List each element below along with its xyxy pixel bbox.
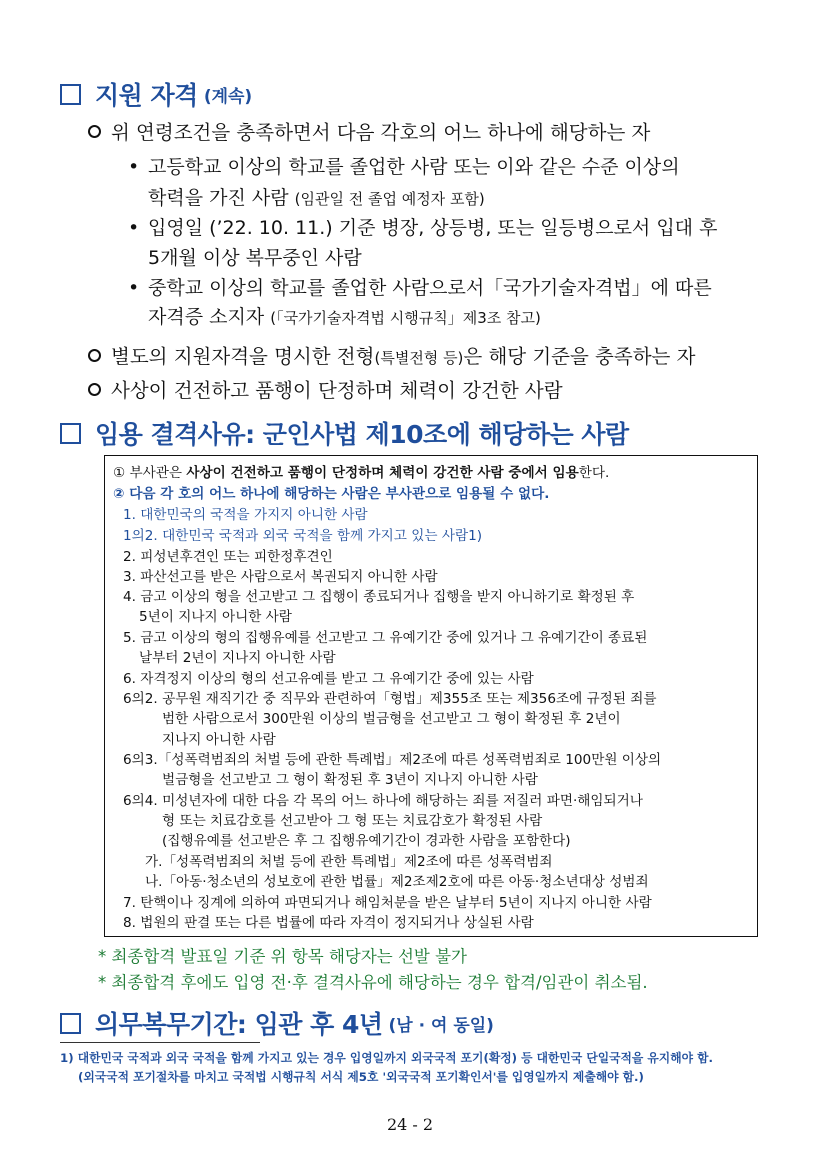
footnote-divider	[60, 1042, 260, 1043]
section-title-service-period	[60, 1005, 494, 1041]
box-item: 6의2. 공무원 재직기간 중 직무와 관련하여「형법」제355조 또는 제356조에 규정된 죄를	[123, 691, 657, 707]
bullet-3-cont: 자격증 소지자 (「국가기술자격법 시행규칙」제3조 참고)	[148, 306, 541, 328]
eligibility-item-1: 위 연령조건을 충족하면서 다음 각호의 어느 하나에 해당하는 자	[88, 117, 650, 145]
bullet-2-cont: 5개월 이상 복무중인 사람	[148, 247, 362, 269]
section-title-text: 지원 자격	[95, 81, 198, 110]
box-item-cont: (집행유예를 선고받은 후 그 집행유예기간이 경과한 사람을 포함한다)	[162, 833, 571, 849]
box-item: 7. 탄핵이나 징계에 의하여 파면되거나 해임처분을 받은 날부터 5년이 지나지 아니한 사람	[123, 895, 652, 911]
section-title-disqualification	[60, 415, 629, 451]
bullet-2: • 입영일 (’22. 10. 11.) 기준 병장, 상등병, 또는 일등병으로서 입대 후	[128, 217, 718, 239]
note-2: * 최종합격 후에도 입영 전·후 결격사유에 해당하는 경우 합격/임관이 취소됨.	[98, 973, 648, 992]
bullet-1: • 고등학교 이상의 학교를 졸업한 사람 또는 이와 같은 수준 이상의	[128, 156, 680, 178]
box-item-cont: 벌금형을 선고받고 그 형이 확정된 후 3년이 지나지 아니한 사람	[162, 772, 538, 788]
box-item: 5. 금고 이상의 형의 집행유예를 선고받고 그 유예기간 중에 있거나 그 유예기간이 종료된	[123, 630, 648, 646]
section-title-suffix: (남 · 여 동일)	[388, 1015, 494, 1036]
checkbox-square-icon	[60, 423, 81, 444]
dot-bullet-icon: •	[128, 277, 140, 299]
box-item-cont: 날부터 2년이 지나지 아니한 사람	[139, 650, 336, 666]
box-item-cont: 범한 사람으로서 300만원 이상의 벌금형을 선고받고 그 형이 확정된 후 2년이	[162, 711, 621, 727]
box-item: 1의2. 대한민국 국적과 외국 국적을 함께 가지고 있는 사람1)	[123, 528, 483, 544]
box-line-2: ② 다음 각 호의 어느 하나에 해당하는 사람은 부사관으로 임용될 수 없다.	[113, 486, 550, 502]
circle-bullet-icon	[88, 383, 101, 396]
dot-bullet-icon: •	[128, 156, 140, 178]
section-title-suffix: (계속)	[203, 86, 253, 107]
section-title-eligibility	[60, 76, 252, 112]
box-item: 6의4. 미성년자에 대한 다음 각 목의 어느 하나에 해당하는 죄를 저질러 파면·해임되거나	[123, 793, 643, 809]
box-item-cont: 5년이 지나지 아니한 사람	[139, 609, 292, 625]
box-line-1: ① 부사관은 사상이 건전하고 품행이 단정하며 체력이 강건한 사람 중에서 임용한다.	[113, 465, 610, 481]
box-item-cont: 형 또는 치료감호를 선고받아 그 형 또는 치료감호가 확정된 사람	[162, 813, 543, 829]
bullet-1-cont: 학력을 가진 사람 (임관일 전 졸업 예정자 포함)	[148, 187, 485, 209]
section-title-text: 임용 결격사유: 군인사법 제10조에 해당하는 사람	[95, 420, 629, 449]
page-number: 24 - 2	[386, 1115, 434, 1134]
law-excerpt-box	[104, 455, 758, 937]
box-subitem: 나.「아동·청소년의 성보호에 관한 법률」제2조제2호에 따른 아동·청소년대상 성범죄	[145, 874, 649, 890]
circle-bullet-icon	[88, 349, 101, 362]
checkbox-square-icon	[60, 84, 81, 105]
footnote-line-1: 1) 대한민국 국적과 외국 국적을 함께 가지고 있는 경우 입영일까지 외국국적 포기(확정) 등 대한민국 단일국적을 유지해야 함.	[60, 1051, 713, 1065]
box-item: 4. 금고 이상의 형을 선고받고 그 집행이 종료되거나 집행을 받지 아니하기로 확정된 후	[123, 589, 635, 605]
box-item: 2. 피성년후견인 또는 피한정후견인	[123, 549, 333, 565]
box-item: 1. 대한민국의 국적을 가지지 아니한 사람	[123, 507, 368, 523]
eligibility-item-3: 사상이 건전하고 품행이 단정하며 체력이 강건한 사람	[88, 375, 563, 403]
box-item: 8. 법원의 판결 또는 다른 법률에 따라 자격이 정지되거나 상실된 사람	[123, 915, 534, 931]
eligibility-item-2: 별도의 지원자격을 명시한 전형(특별전형 등)은 해당 기준을 충족하는 자	[88, 341, 695, 369]
dot-bullet-icon: •	[128, 217, 140, 239]
note-1: * 최종합격 발표일 기준 위 항목 해당자는 선발 불가	[98, 947, 467, 966]
section-title-text: 의무복무기간: 임관 후 4년	[95, 1010, 383, 1039]
box-item: 3. 파산선고를 받은 사람으로서 복권되지 아니한 사람	[123, 569, 438, 585]
footnote-line-2: (외국국적 포기절차를 마치고 국적법 시행규칙 서식 제5호 '외국국적 포기확인서'를 입영일까지 제출해야 함.)	[78, 1070, 644, 1084]
bullet-3: • 중학교 이상의 학교를 졸업한 사람으로서「국가기술자격법」에 따른	[128, 277, 712, 299]
box-item-cont: 지나지 아니한 사람	[162, 732, 276, 748]
box-item: 6. 자격정지 이상의 형의 선고유예를 받고 그 유예기간 중에 있는 사람	[123, 671, 534, 687]
box-subitem: 가.「성폭력범죄의 처벌 등에 관한 특례법」제2조에 따른 성폭력범죄	[145, 854, 553, 870]
circle-bullet-icon	[88, 125, 101, 138]
checkbox-square-icon	[60, 1013, 81, 1034]
box-item: 6의3.「성폭력범죄의 처벌 등에 관한 특례법」제2조에 따른 성폭력범죄로 100만원 이상의	[123, 752, 662, 768]
